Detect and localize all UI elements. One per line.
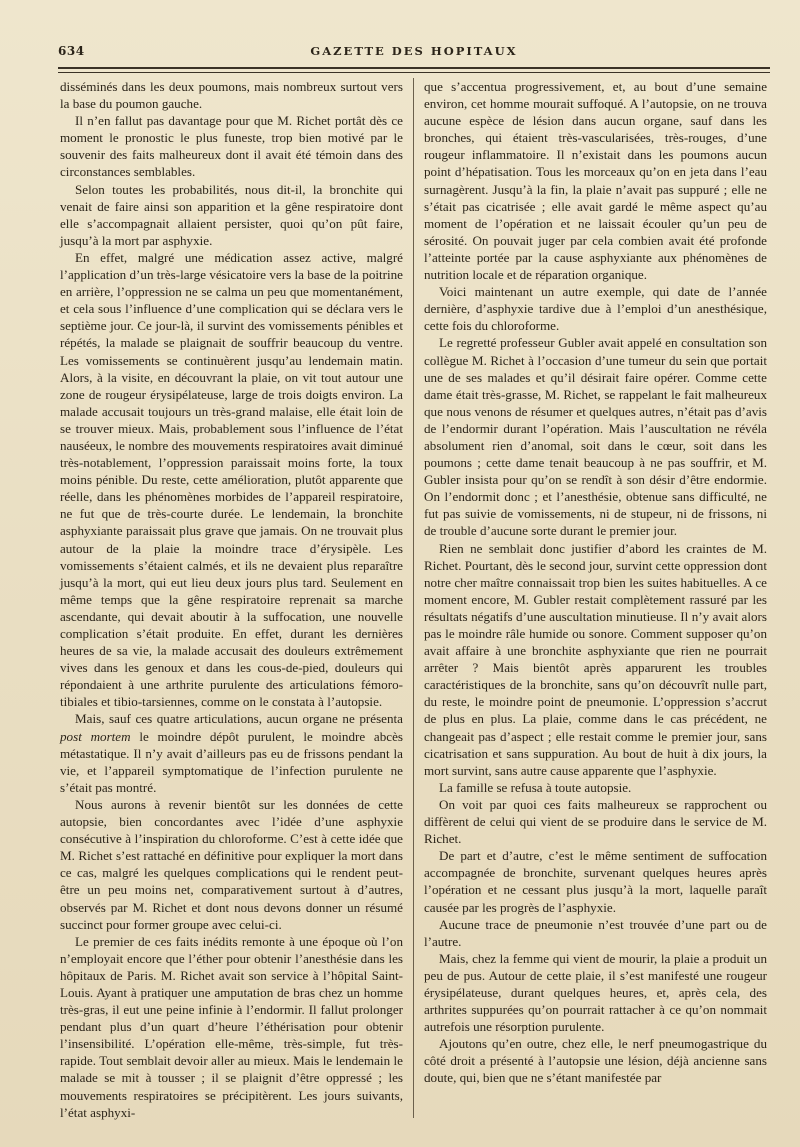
paragraph: La famille se refusa à toute autopsie. [439,779,632,795]
paragraph: Il n’en fallut pas davantage pour que M. Richet portât dès ce moment le pronostic le plus funeste, trop bien motivé par le souvenir des faits malheureux dont il avait été témoin dans des circonstances semblables. [60,113,403,180]
paragraph: Voici maintenant un autre exemple, qui date de l’année dernière, d’asphyxie tardive due à l’emploi d’un anesthésique, cette fois du chloroforme. [424,284,767,334]
paragraph: Le premier de ces faits inédits remonte à une époque où l’on n’employait encore que l’éther pour obtenir l’anesthésie dans les hôpitaux de Paris. M. Richet avait son service à l’hôpital Saint-Louis. Ayant à pratiquer une amputation de bras chez un homme très-gras, il eut une peine infinie à l’endormir. Il fallut prolonger pendant plus d’un quart d’heure l’éthérisation pour obtenir l’insensibilité. L’opération elle-même, très-simple, fut très-rapide. Tout semblait devoir aller au mieux. Mais le lendemain le malade se mit à tousser ; il se plaignit d’être oppressé ; les mouvements respiratoires se précipitèrent. Les jours suivants, l’état asphyxi- [60,933,403,1120]
paragraph: En effet, malgré une médication assez active, malgré l’application d’un très-large vésicatoire vers la base de la poitrine en arrière, l’oppression ne se calma un peu que momentanément, et cela sous l’influence d’une complication qui se déclara vers le septième jour. Ce jour-là, il survint des vomissements pénibles et répétés, la malade se plaignait de souffrir beaucoup du ventre. Les vomissements se continuèrent jusqu’au lendemain matin. Alors, à la visite, en découvrant la plaie, on vit tout autour une zone de rougeur érysipélateuse, large de trois doigts environ. La malade accusait toujours un très-grand malaise, elle était loin de se trouver mieux. Mais, probablement sous l’influence de l’état nauséeux, le nombre des mouvements respiratoires avait diminué très-notablement, l’oppression paraissait moins forte, la toux moins pénible. Du reste, cette amélioration, plutôt apparente que réelle, dans les phénomènes morbides de l’appareil respiratoire, ne fut que de très-courte durée. Le lendemain, la bronchite asphyxiante paraissait plus grave que jamais. On ne trouvait plus autour de la plaie la moindre trace d’érysipèle. Les vomissements s’étaient calmés, et ils ne devaient plus reparaître jusqu’à la mort, qui eut lieu deux jours plus tard. Seulement en même temps que la gêne respiratoire reprenait sa marche ascendante, qui devait aboutir à la suffocation, une nouvelle complication s’était produite. En effet, durant les dernières heures de sa vie, la malade accusait des douleurs extrêmement vives dans les genoux et dans les cous-de-pied, douleurs qui répondaient à une arthrite purulente des articulations fémoro-tibiales et tibio-tarsiennes, comme on le constata à l’autopsie. [60,249,403,710]
paragraph: Le regretté professeur Gubler avait appelé en consultation son collègue M. Richet à l’occasion d’une tumeur du sein que portait une de ses malades et qu’il désirait faire opérer. Comme cette dame était très-grasse, M. Richet, se rappelant le fait malheureux que nous venons de résumer et quelques autres, n’était pas d’avis de l’endormir durant l’opération. Mais l’auscultation ne révéla absolument rien d’anomal, soit dans le cœur, soit dans les poumons ; cette dame tenait beaucoup à ne pas souffrir, et M. Gubler insista pour qu’on se rendît à son désir d’être endormie. On l’endormit donc ; et l’anesthésie, obtenue sans difficulté, ne fut pas suivie de vomissements, ni de stupeur, ni de frissons, ni de trouble d’aucune sorte durant le premier jour. [424,335,767,539]
paragraph: De part et d’autre, c’est le même sentiment de suffocation accompagnée de bronchite, survenant quelques heures après l’opération et ne cessant plus jusqu’à la mort, laquelle paraît causée par les progrès de l’asphyxie. [424,848,767,915]
paragraph: disséminés dans les deux poumons, mais nombreux surtout vers la base du poumon gauche. [60,79,403,112]
paragraph-text: le moindre dépôt purulent, le moindre abcès métastatique. Il n’y avait d’ailleurs pas eu de frissons pendant la vie, et l’appareil symptomatique de l’infection purulente ne s’était pas montré. [60,728,403,795]
paragraph [60,710,403,795]
paragraph: Ajoutons qu’en outre, chez elle, le nerf pneumogastrique du côté droit a présenté à l’autopsie une lésion, déjà ancienne sans doute, qui, bien que ne s’étant manifestée par [424,1036,767,1086]
paragraph: Nous aurons à revenir bientôt sur les données de cette autopsie, bien concordantes avec l’idée d’une asphyxie consécutive à l’inspiration du chloroforme. C’est à cette idée que M. Richet s’est rattaché en définitive pour expliquer la mort dans ce cas, malgré les quelques complications qui le rendent peut-être un peu moins net, comparativement surtout à d’autres, observés par M. Richet et dont nous devons donner un résumé succinct pour former groupe avec celui-ci. [60,796,403,932]
header-rule [58,67,770,73]
paragraph: Mais, chez la femme qui vient de mourir, la plaie a produit un peu de pus. Autour de cette plaie, il s’est manifesté une rougeur érysipélateuse, durant quelques heures, et, après cela, des arthrites suppurées qu’on pourrait rattacher à ce qu’on nommait autrefois une résorption purulente. [424,950,767,1035]
left-column [60,78,403,1128]
page-header [58,40,770,66]
right-column [424,78,767,1128]
page-number: 634 [58,44,85,58]
paragraph-text: Mais, sauf ces quatre articulations, aucun organe ne présenta [75,711,403,727]
journal-title: GAZETTE DES HOPITAUX [310,44,518,58]
paragraph: Rien ne semblait donc justifier d’abord les craintes de M. Richet. Pourtant, dès le second jour, survint cette oppression dont notre cher maître connaissait trop bien les suites habituelles. A ce moment encore, M. Gubler restait complètement rassuré par les résultats négatifs d’une auscultation minutieuse. Il n’y avait alors pas le moindre râle humide ou sonore. Comment supposer qu’on avait affaire à une bronchite asphyxiante que rien ne pourrait arrêter ? Mais bientôt après apparurent les troubles caractéristiques de la bronchite, sans qu’on découvrît nulle part, du reste, le moindre point de pneumonie. L’oppression s’accrut de plus en plus. La plaie, comme dans le cas précédent, ne changeait pas d’aspect ; elle restait comme le premier jour, sans cicatrisation et sans suppuration. Au bout de huit à dix jours, la mort survint, sans autre cause apparente que l’asphyxie. [424,540,767,778]
column-divider [413,78,414,1118]
italic-term: post mortem [60,728,131,744]
paragraph: Selon toutes les probabilités, nous dit-il, la bronchite qui venait de faire ainsi son apparition et la gêne respiratoire dont elle s’accompagnait allaient persister, quoi qu’on pût faire, jusqu’à la mort par asphyxie. [60,181,403,248]
paragraph: que s’accentua progressivement, et, au bout d’une semaine environ, cet homme mourait suffoqué. A l’autopsie, on ne trouva aucune espèce de lésion dans aucun organe, sauf dans les bronches, qui étaient très-vascularisées, très-rouges, d’une rougeur inflammatoire. Il n’existait dans les poumons aucun point d’hépatisation. Tous les morceaux qu’on en jeta dans l’eau surnagèrent. Jusqu’à la fin, la plaie n’avait pas suppuré ; elle ne s’était pas cicatrisée ; elle avait gardé le même aspect qu’au moment de l’opération et ne laissait écouler qu’un peu de sérosité. On pouvait juger par cela combien avait été profonde l’atteinte portée par la cause asphyxiante aux phénomènes de nutrition locale et de réparation organique. [424,79,767,283]
paragraph: On voit par quoi ces faits malheureux se rapprochent ou diffèrent de celui qui vient de se produire dans le service de M. Richet. [424,796,767,847]
paragraph: Aucune trace de pneumonie n’est trouvée d’une part ou de l’autre. [424,916,767,949]
